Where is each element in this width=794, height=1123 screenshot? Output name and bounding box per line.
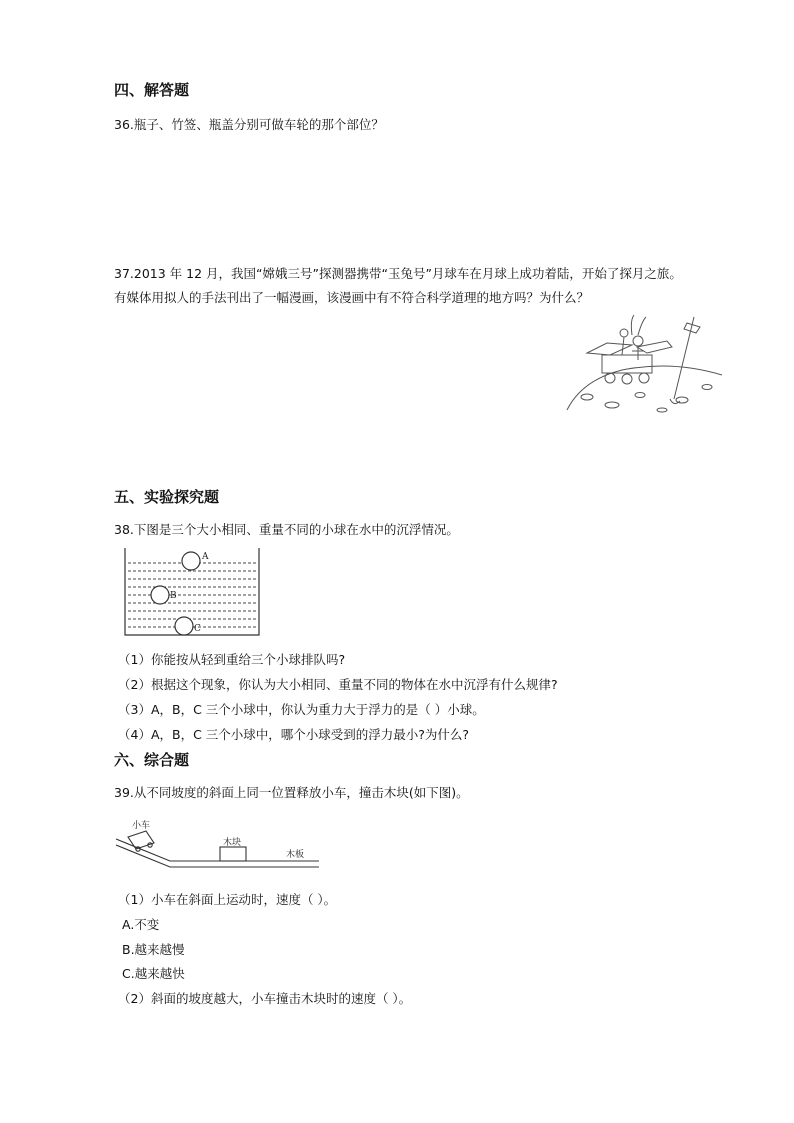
question-39-intro: 39.从不同坡度的斜面上同一位置释放小车，撞击木块(如下图)。 bbox=[114, 785, 469, 800]
question-39-sub-2: （2）斜面的坡度越大，小车撞击木块时的速度（ ）。 bbox=[118, 991, 412, 1006]
section-heading-6: 六、综合题 bbox=[114, 751, 190, 769]
question-39-sub-1: （1）小车在斜面上运动时，速度（ ）。 bbox=[118, 892, 337, 907]
block-label: 木块 bbox=[223, 838, 242, 848]
option-a: A.不变 bbox=[122, 917, 160, 932]
question-37-line2: 有媒体用拟人的手法刊出了一幅漫画，该漫画中有不符合科学道理的地方吗？为什么？ bbox=[114, 290, 590, 305]
question-38-item-3: （3）A，B，C 三个小球中，你认为重力大于浮力的是（ ）小球。 bbox=[118, 702, 485, 717]
ball-c bbox=[175, 617, 193, 635]
option-c: C.越来越快 bbox=[122, 966, 185, 981]
option-b: B.越来越慢 bbox=[122, 942, 185, 957]
car-label: 小车 bbox=[132, 821, 151, 831]
slope-diagram bbox=[114, 815, 324, 873]
question-36: 36.瓶子、竹签、瓶盖分别可做车轮的那个部位？ bbox=[114, 117, 384, 132]
ball-label-b: B bbox=[170, 591, 177, 601]
ball-a bbox=[182, 552, 200, 570]
question-38-item-1: （1）你能按从轻到重给三个小球排队吗? bbox=[118, 652, 346, 667]
question-38-item-4: （4）A，B，C 三个小球中，哪个小球受到的浮力最小?为什么? bbox=[118, 727, 470, 742]
question-38-item-2: （2）根据这个现象，你认为大小相同、重量不同的物体在水中沉浮有什么规律? bbox=[118, 677, 558, 692]
ball-label-c: C bbox=[194, 624, 201, 634]
ball-label-a: A bbox=[202, 552, 209, 562]
board-label: 木板 bbox=[286, 850, 305, 860]
ball-b bbox=[151, 586, 169, 604]
beaker-diagram bbox=[122, 545, 262, 637]
moon-rover-cartoon bbox=[562, 315, 727, 415]
question-38-intro: 38.下图是三个大小相同、重量不同的小球在水中的沉浮情况。 bbox=[114, 522, 459, 537]
section-heading-5: 五、实验探究题 bbox=[114, 488, 220, 506]
question-37-line1: 37.2013 年 12 月，我国“嫦娥三号”探测器携带“玉兔号”月球车在月球上成功着陆，开始了探月之旅。 bbox=[114, 266, 682, 281]
section-heading-4: 四、解答题 bbox=[114, 81, 190, 99]
